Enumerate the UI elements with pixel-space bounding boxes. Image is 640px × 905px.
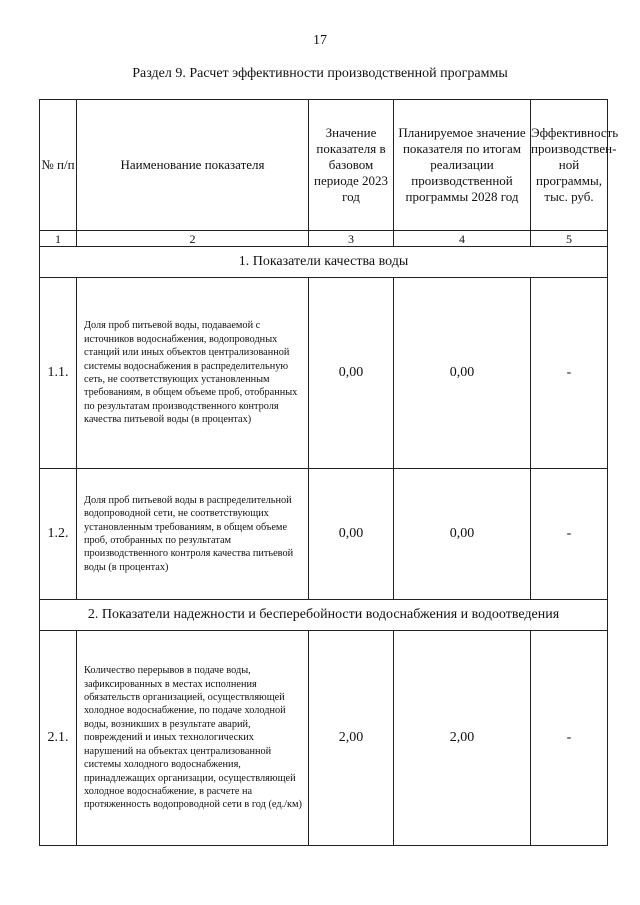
planned-value: 0,00: [394, 469, 531, 600]
section-header: 1. Показатели качества воды: [40, 247, 608, 278]
table-row: [40, 631, 608, 846]
row-number: 2.1.: [40, 631, 77, 846]
base-value: 0,00: [309, 278, 394, 469]
page-number: 17: [313, 33, 327, 48]
indicator-name: Доля проб питьевой воды в распределительной водопроводной сети, не соответствующих установленным требованиям, в общем объеме проб, отобранных по результатам производственного контроля качества питьевой воды (в процентах): [77, 469, 309, 600]
row-number: 1.1.: [40, 278, 77, 469]
header-planned-value: Планируемое значение показателя по итогам реализации производственной программы 2028 год: [394, 100, 531, 231]
efficiency-value: -: [531, 278, 608, 469]
column-number: 5: [531, 231, 608, 247]
section-header: 2. Показатели надежности и бесперебойности водоснабжения и водоотведения: [40, 600, 608, 631]
row-number: 1.2.: [40, 469, 77, 600]
column-number: 1: [40, 231, 77, 247]
base-value: 0,00: [309, 469, 394, 600]
column-numbers-row: [40, 231, 608, 247]
planned-value: 0,00: [394, 278, 531, 469]
efficiency-value: -: [531, 469, 608, 600]
section-header-row: [40, 247, 608, 278]
header-base-value: Значение показателя в базовом периоде 2023 год: [309, 100, 394, 231]
header-row: [40, 100, 608, 231]
column-number: 3: [309, 231, 394, 247]
table-row: [40, 469, 608, 600]
planned-value: 2,00: [394, 631, 531, 846]
header-number: № п/п: [40, 100, 77, 231]
indicator-name: Доля проб питьевой воды, подаваемой с источников водоснабжения, водопроводных станций или иных объектов централизованной системы водоснабжения в распределительную сеть, не соответствующих установленным требованиям, в общем объеме проб, отобранных по результатам производственного контроля качества питьевой воды (в процентах): [77, 278, 309, 469]
header-efficiency: Эффективность производствен-ной программы, тыс. руб.: [531, 100, 608, 231]
section-title: Раздел 9. Расчет эффективности производственной программы: [132, 66, 508, 81]
section-header-row: [40, 600, 608, 631]
efficiency-value: -: [531, 631, 608, 846]
efficiency-table: [39, 99, 619, 846]
indicator-name: Количество перерывов в подаче воды, зафиксированных в местах исполнения обязательств организацией, осуществляющей холодное водоснабжение, по подаче холодной воды, возникших в результате аварий, повреждений и иных технологических нарушений на объектах централизованной системы холодного водоснабжения, принадлежащих организации, осуществляющей холодное водоснабжение, в расчете на протяженность водопроводной сети в год (ед./км): [77, 631, 309, 846]
column-number: 2: [77, 231, 309, 247]
column-number: 4: [394, 231, 531, 247]
base-value: 2,00: [309, 631, 394, 846]
header-indicator-name: Наименование показателя: [77, 100, 309, 231]
table-row: [40, 278, 608, 469]
